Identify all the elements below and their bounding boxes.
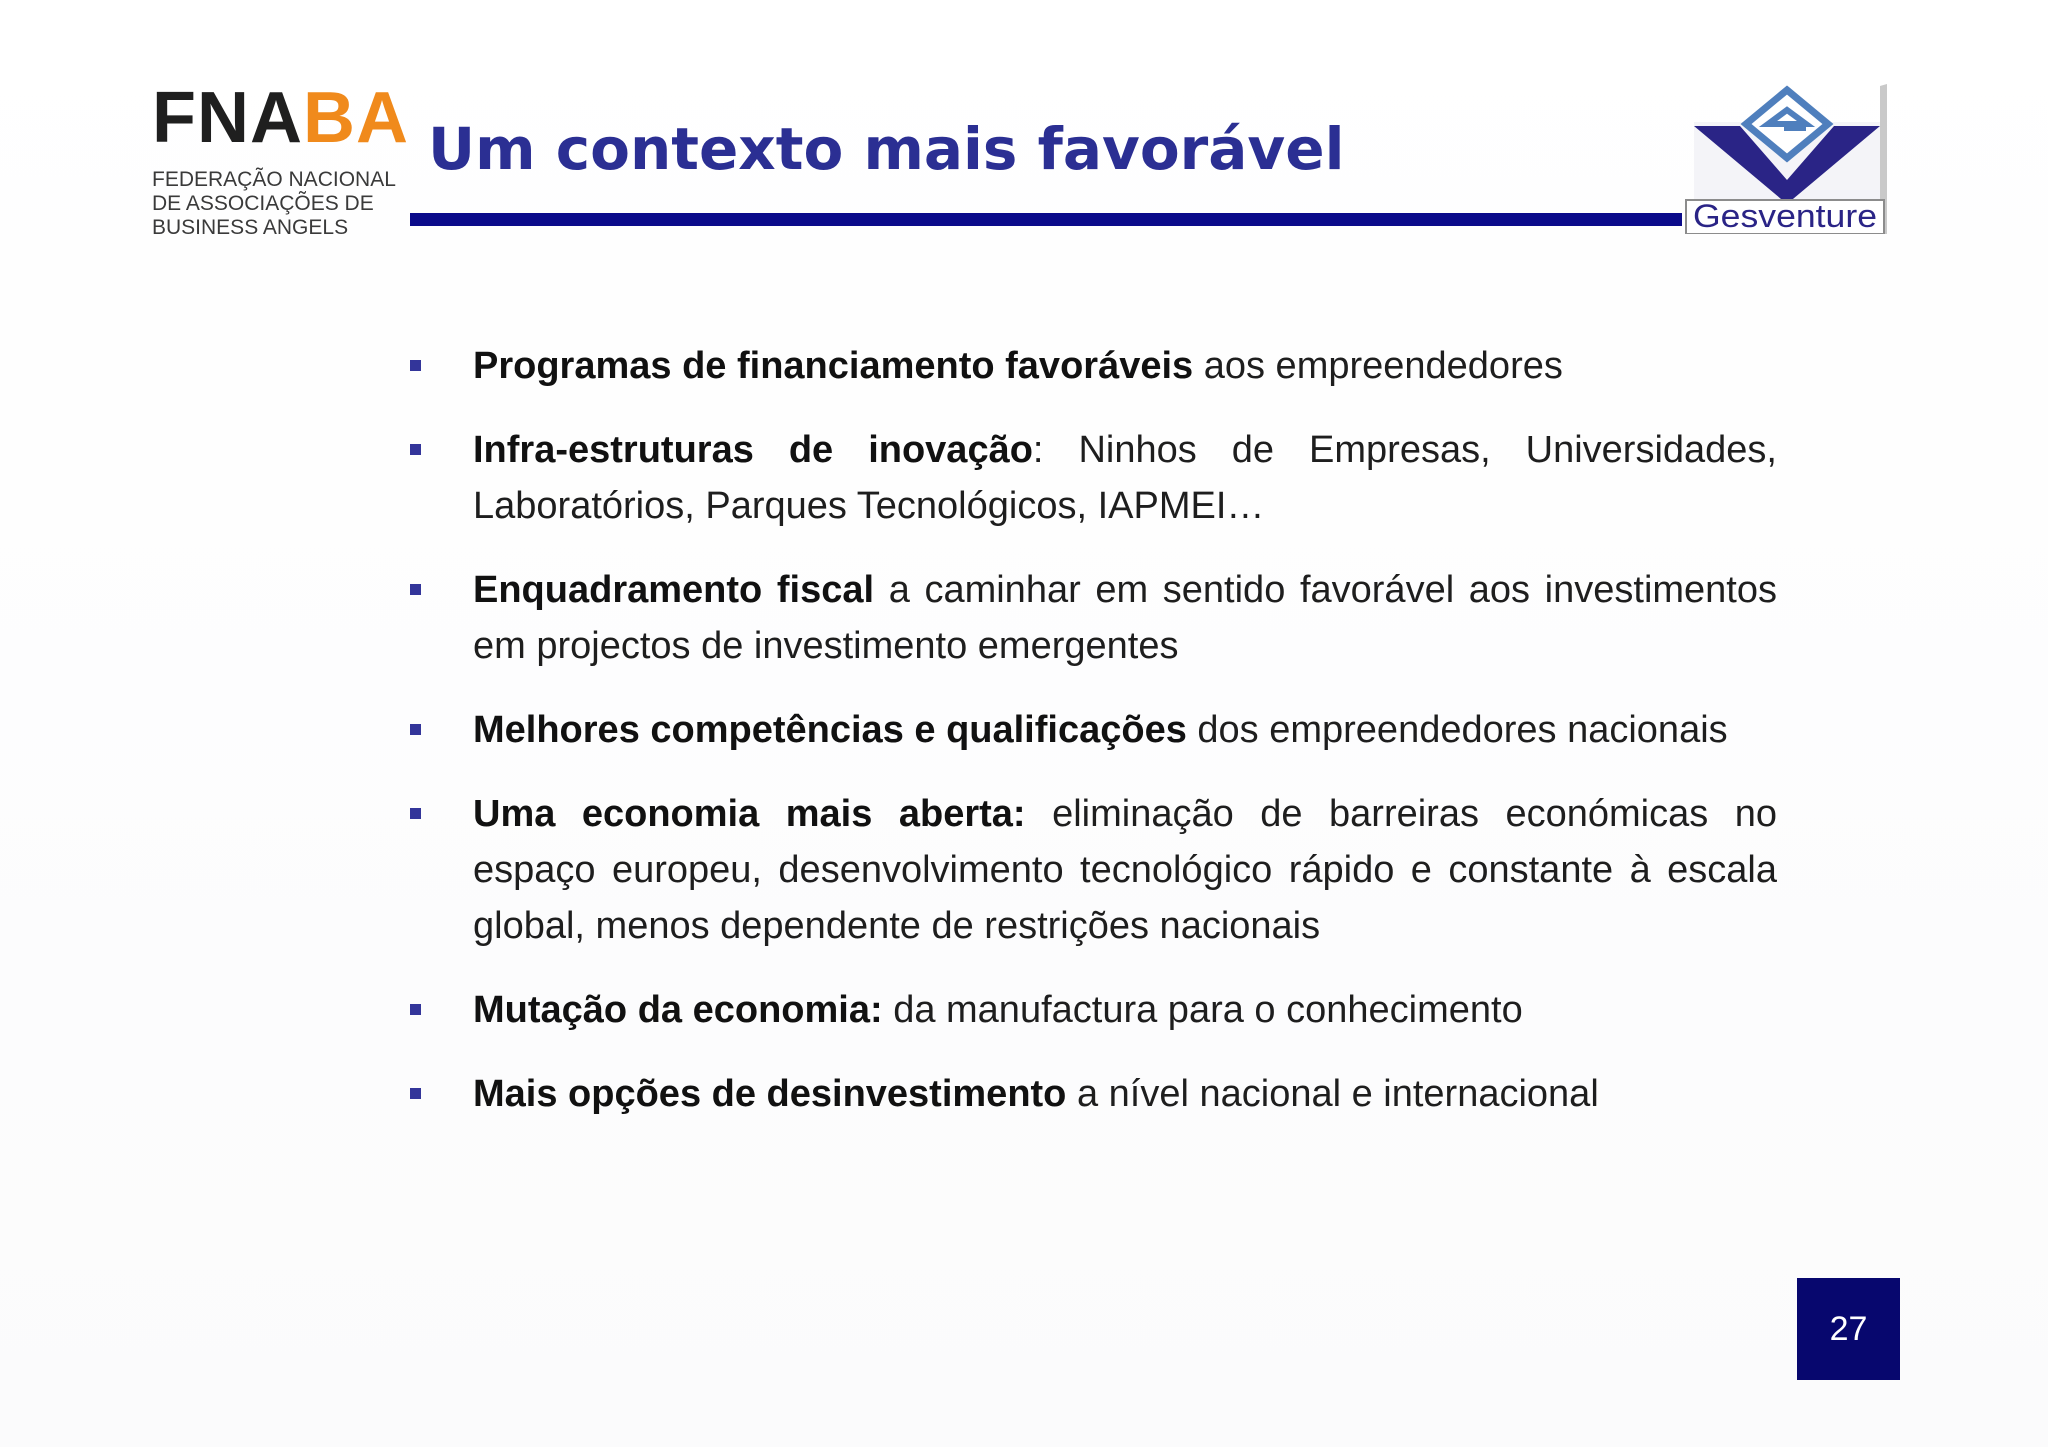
title-underline [410, 213, 1682, 226]
fnaba-sub-line2: DE ASSOCIAÇÕES DE [152, 192, 374, 215]
bullet-text: a nível nacional e internacional [1066, 1073, 1599, 1115]
square-bullet-icon [410, 444, 421, 455]
square-bullet-icon [410, 1004, 421, 1015]
square-bullet-icon [410, 808, 421, 819]
fnaba-wordmark-part1: FNA [152, 78, 303, 158]
bullet-text: da manufactura para o conhecimento [882, 989, 1523, 1031]
bullet-text: eliminação de barreiras económicas no espaço europeu, desenvolvimento tecnológico rápido e constante à escala global, menos dependente de restrições nacionais [473, 793, 1777, 947]
bullet-bold: Mais opções de desinvestimento [473, 1073, 1067, 1115]
gesventure-wordmark: Gesventure [1693, 198, 1877, 234]
square-bullet-icon [410, 360, 421, 371]
bullet-text: a caminhar em sentido favorável aos investimentos em projectos de investimento emergentes [473, 569, 1777, 667]
square-bullet-icon [410, 1088, 421, 1099]
gesventure-logo [1680, 84, 1890, 234]
list-item [405, 702, 1777, 758]
square-bullet-icon [410, 584, 421, 595]
bullet-bold: Programas de financiamento favoráveis [473, 345, 1194, 387]
fnaba-wordmark [152, 78, 412, 158]
bullet-bold: Uma economia mais aberta: [473, 793, 1026, 835]
list-item [405, 982, 1777, 1038]
bullet-text: aos empreendedores [1193, 345, 1563, 387]
slide-title: Um contexto mais favorável [428, 115, 1345, 183]
fnaba-logo [152, 78, 412, 240]
fnaba-wordmark-part2: BA [302, 78, 409, 158]
gesventure-logo-graphic [1680, 84, 1890, 234]
fnaba-subtitle [152, 168, 412, 240]
list-item [405, 562, 1777, 674]
bullet-bold: Melhores competências e qualificações [473, 709, 1187, 751]
square-bullet-icon [410, 724, 421, 735]
list-item [405, 338, 1777, 394]
bullet-text: : Ninhos de Empresas, Universidades, Laboratórios, Parques Tecnológicos, IAPMEI… [473, 429, 1777, 527]
page-number: 27 [1797, 1278, 1900, 1380]
fnaba-sub-line1: FEDERAÇÃO NACIONAL [152, 168, 396, 191]
list-item [405, 1066, 1777, 1122]
list-item [405, 422, 1777, 534]
bullet-text: dos empreendedores nacionais [1186, 709, 1728, 751]
list-item [405, 786, 1777, 954]
bullet-bold: Mutação da economia: [473, 989, 883, 1031]
fnaba-sub-line3: BUSINESS ANGELS [152, 216, 349, 239]
bullet-bold: Infra-estruturas de inovação [473, 429, 1033, 471]
bullet-list [405, 338, 1777, 1150]
bullet-bold: Enquadramento fiscal [473, 569, 875, 611]
